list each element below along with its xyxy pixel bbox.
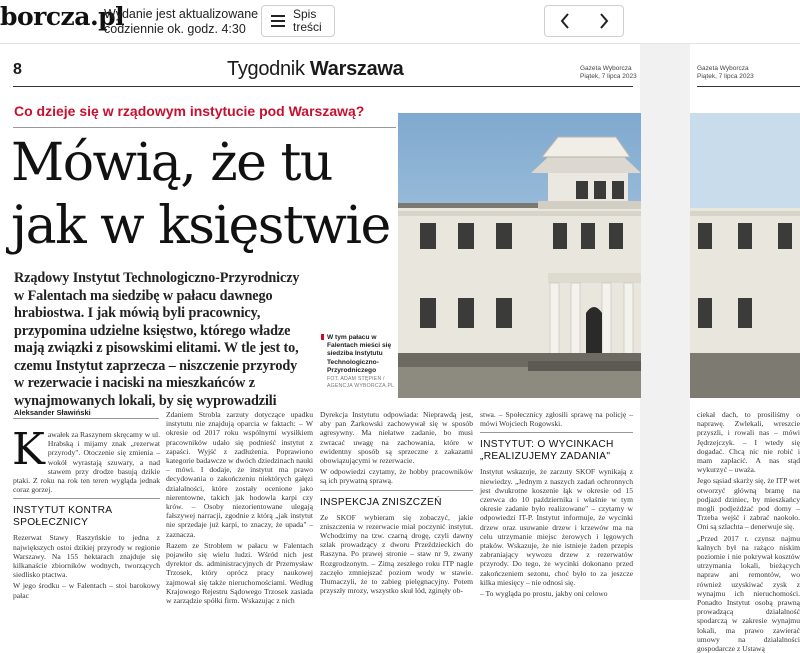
subhead-rule — [320, 490, 473, 491]
article-author: Aleksander Sławiński — [14, 408, 91, 417]
article-kicker: Co dzieje się w rządowym instytucie pod Warszawą? — [14, 103, 365, 119]
article-column-2 — [166, 410, 313, 606]
update-notice — [104, 7, 258, 37]
column-4-paragraph-1: stwa. – Społecznicy zgłosili sprawę na policję – mówi Wojciech Rogowski. — [480, 410, 633, 429]
column-1-paragraph-2: Rezerwat Stawy Raszyńskie to jedna z największych ostoi dzikiej przyrody w regionie Warszawy. Na 155 hektarach znajduje się kilkanaście zbiorników wodnych, tworzących siedlisko ptactwa. — [13, 533, 160, 580]
column-1-paragraph-1 — [12, 424, 160, 495]
column-3-paragraph-2: W odpowiedzi czytamy, że hobby pracowników są ich prywatną sprawą. — [320, 467, 473, 486]
update-line-1: Wydanie jest aktualizowane — [104, 7, 259, 21]
column-4-paragraph-3: – To wygląda po prostu, jakby oni celowo — [480, 589, 608, 599]
update-line-2: codziennie ok. godz. 4:30 — [104, 22, 246, 36]
prev-page-button[interactable] — [545, 6, 584, 36]
chevron-left-icon — [559, 13, 571, 29]
page-navigation — [544, 5, 624, 37]
article-headline — [11, 132, 390, 258]
next-page-column — [697, 410, 800, 653]
column-4-subhead-line-1: INSTYTUT: O WYCINKACH — [480, 439, 614, 451]
column-3-paragraph-3: Ze SKOF wybieram się zobaczyć, jakie zniszczenia w rezerwacie miał poczynić instytut. Wchodzimy na tzw. czarną drogę, czyli dawny szlak prowadzący z dworu Przeździeckich do Raszyna. Po prawej stronie – staw nr 9, zwany Rozgrodzonym. – Zimą zeszłego roku ITP nagle zaczęło zmniejszać poziom wody w stawie. Tłumaczyli, że to zabieg pielęgnacyjny. Potem przyszły mrozy, wszystko skuł lód, zginęły ob- — [320, 512, 473, 596]
kicker-rule — [13, 127, 396, 128]
toc-label-line-1: Spis — [293, 7, 317, 21]
subhead-rule — [13, 498, 160, 499]
next-page-date-line-1: Gazeta Wyborcza — [697, 65, 749, 72]
app-toolbar — [0, 0, 800, 44]
next-page-photo — [690, 113, 800, 398]
caption-marker — [321, 334, 324, 340]
next-page-paragraph-3: „Przed 2017 r. czynsz najmu kalnych był na rażąco niskim poziomie i nie pokrywał kosztów utrzymania lokali, bieżących napraw ani remontów, wo również uzyskiwać zysk z wynajmu ich nieruchomości. Ponadto Instytut osobą prawną prowadzącą działalność spodarczą w zakresie wynajmu lokali, ma prawo zawierać umowy na działalności gospodarcze z Ustawą — [697, 533, 800, 653]
next-page-button[interactable] — [584, 6, 623, 36]
toc-button[interactable] — [261, 5, 335, 37]
page-date-line-1: Gazeta Wyborcza — [580, 65, 632, 72]
next-page-date — [697, 65, 754, 80]
article-column-4 — [480, 410, 633, 600]
column-1-paragraph-3: W jego środku – w Falentach – stoi barokowy pałac — [13, 581, 160, 600]
page-date-line-2: Piątek, 7 lipca 2023 — [580, 72, 637, 80]
section-title-light: Tygodnik — [227, 58, 305, 80]
column-4-paragraph-2: Instytut wskazuje, że zarzuty SKOF wynikają z niewiedzy. „Jednym z naszych zadań ochronnych jest dwukrotne koszenie łąk w okresie od 15 czerwca do 10 października i właśnie w tym okresie zadanie było realizowane" – czytamy w odpowiedzi IT-P. Instytut informuje, że wycinki drzew oraz usuwanie drzew i krzewów ma na celu utrzymanie miejsc żerowych i lęgowych ptaków. Wskazuje, że nie istnieje żaden przepis zabraniający wywozu drzew z rezerwatów przyrody. Do tego, że wycinki dokonano przed zakończeniem sezonu, choć było to za jeszcze kilka miesięcy – nie odnosi się. — [480, 467, 633, 587]
next-page-paragraph-1: ciekał dach, to prosiliśmy o naprawę. Zwlekali, wreszcie przyszli, i rowali nas – mówi Jędrzejczyk. – I wtedy się dogadać. Chcą nic nie robić i mam zapłacić. A nas stąd wykurzyć – uważa. — [697, 410, 800, 475]
header-rule — [13, 86, 633, 87]
toc-label-line-2: treści — [293, 20, 322, 34]
byline-rule — [13, 418, 159, 419]
next-page-header-rule — [697, 86, 800, 87]
column-2-paragraph-1: Zdaniem Strobla zarzuty dotyczące upadku instytutu nie znajdują oparcia w faktach: – W okresie od 2017 roku wspólnymi wysiłkiem pracowników udało się podnieść instytut z zapaści. Wyjść z zadłużenia. Poprawiono kategorie badawcze w dwóch dziedzinach nauki – mówi. I dodaje, że instytut ma prawo decydowania o zakończeniu niektórych gałęzi działalności, które zostały ocenione jako nierentowne, takich jak hodowla karpi czy krów. – Osoby niezorientowane ulegają fałszywej narracji, zgodnie z którą „jak instytut nie sprzedaje już karpi, to znaczy, że upada" – zaznacza. — [166, 410, 313, 539]
photo-credit: FOT. ADAM STĘPIEŃ / AGENCJA WYBORCZA.PL — [327, 376, 395, 389]
headline-line-2: jak w księstwie — [11, 196, 390, 256]
hamburger-icon — [271, 15, 285, 27]
photo-caption: W tym pałacu w Falentach mieści się siedziba Instytutu Technologiczno-Przyrodniczego — [327, 334, 392, 374]
logo[interactable]: borcza.pl — [0, 2, 125, 31]
article-column-3 — [320, 410, 473, 600]
column-1-subhead: INSTYTUT KONTRA SPOŁECZNICY — [13, 505, 112, 529]
headline-line-1: Mówią, że tu — [11, 133, 332, 193]
column-1-paragraph-1-text: awałek za Raszynem skręcamy w ul. Hrabską i mijamy znak „rezerwat przyrody". Otoczenie się zmienia – wokół wyrastają szuwary, a nad stawem przy drodze basują dzikie ptaki. Z roku na rok ten teren wygląda jednak coraz gorzej. — [13, 430, 160, 495]
section-title — [227, 58, 404, 81]
next-page-photo-image — [690, 113, 800, 398]
section-title-bold: Warszawa — [309, 58, 404, 80]
page-number: 8 — [13, 61, 22, 78]
toc-label — [293, 8, 322, 34]
palace-photo-image — [398, 113, 641, 398]
chevron-right-icon — [598, 13, 610, 29]
article-column-1 — [12, 424, 160, 600]
drop-cap: K — [12, 424, 45, 475]
column-4-subhead-line-2: „REALIZUJEMY ZADANIA" — [480, 451, 611, 463]
page-date — [580, 65, 637, 80]
article-lead: Rządowy Instytut Technologiczno-Przyrodniczy w Falentach ma siedzibę w pałacu dawnego hrabiostwa. I jak mówią byli pracownicy, przypomina udzielne księstwo, którego władze mają związki z pisowskimi elitami. W tle jest to, czemu Instytut zaprzecza – niszczenie przyrody w rezerwacie i naciski na mieszkańców z wynajmowanych lokali, by się wyprowadzili — [14, 270, 300, 409]
page-gutter — [640, 44, 690, 600]
subhead-rule — [480, 432, 633, 433]
palace-photo — [398, 113, 641, 398]
next-page-paragraph-2: Jego sąsiad skarży się, że ITP wet otworzyć główną bramę na podjazd dziniec, by mieszkańcy mogli podjeżdżać pod domy – Trzeba wejść i zabrać naokoło. Oni są szlachta – denerwuje się. — [697, 476, 800, 532]
column-3-paragraph-1: Dyrekcja Instytutu odpowiada: Nieprawdą jest, aby pan Żarkowski zachowywał się w sposób agresywny. Ma niełatwe zadanie, bo musi zwracać uwagę na zachowania, które w ewidentny sposób są sprzeczne z zakazami obowiązującymi w rezerwacie. — [320, 410, 473, 466]
next-page-date-line-2: Piątek, 7 lipca 2023 — [697, 72, 754, 80]
column-2-paragraph-2: Razem ze Stroblem w pałacu w Falentach pojawiło się wielu ludzi. Wśród nich jest dyrektor ds. administracyjnych dr Przemysław Trzosek, który oprócz pracy naukowej zajmował się także nieruchomościami. Według Krajowego Rejestru Sądowego Trzosek zasiada w zarządzie spółki firm. Wskazując z nich — [166, 540, 313, 606]
column-3-subhead: INSPEKCJA ZNISZCZEŃ — [320, 496, 442, 508]
